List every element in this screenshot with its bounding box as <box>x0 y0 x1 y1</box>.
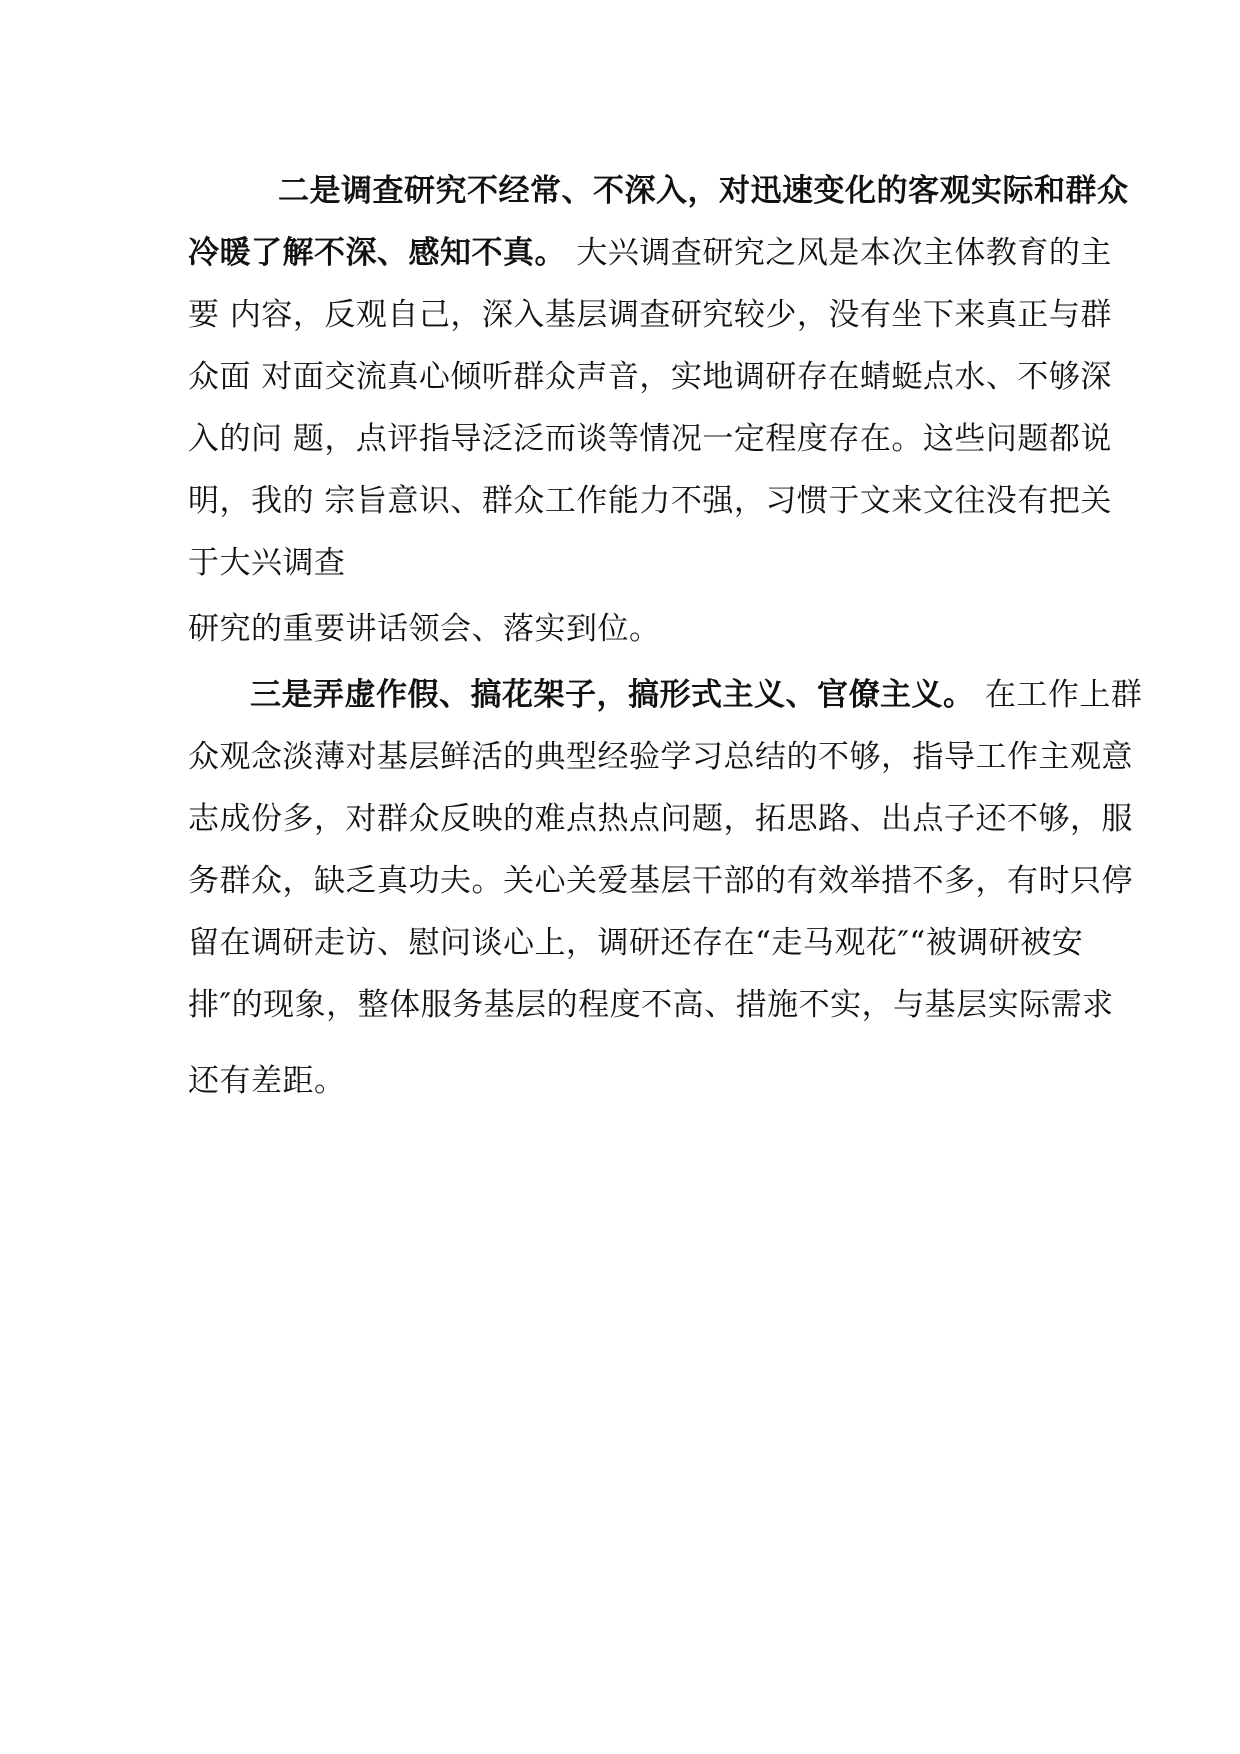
paragraph-line: 入的问 题，点评指导泛泛而谈等情况一定程度存在。这些问题都说 <box>188 421 1112 457</box>
paragraph-investigation <box>188 160 1129 660</box>
paragraph-line: 排″的现象，整体服务基层的程度不高、措施不实，与基层实际需求 <box>188 987 1114 1023</box>
paragraph-line: 于大兴调查 <box>188 545 346 581</box>
paragraph-line <box>188 222 1112 284</box>
paragraph-line: 务群众，缺乏真功夫。关心关爱基层干部的有效举措不多，有时只停 <box>188 863 1133 899</box>
paragraph-line: 要 内容，反观自己，深入基层调查研究较少，没有坐下来真正与群 <box>188 297 1112 333</box>
paragraph-formalism <box>188 664 1143 1112</box>
paragraph-heading-end: 冷暖了解不深、感知不真。 <box>188 235 566 271</box>
paragraph-text: 大兴调查研究之风是本次主体教育的主 <box>566 235 1112 271</box>
paragraph-line <box>188 664 1143 726</box>
paragraph-heading-line: 二是调查研究不经常、不深入，对迅速变化的客观实际和群众 <box>278 173 1129 209</box>
paragraph-line: 志成份多，对群众反映的难点热点问题，拓思路、出点子还不够，服 <box>188 801 1133 837</box>
paragraph-line: 留在调研走访、慰问谈心上，调研还存在“走马观花″“被调研被安 <box>188 925 1084 961</box>
paragraph-line: 明，我的 宗旨意识、群众工作能力不强，习惯于文来文往没有把关 <box>188 483 1112 519</box>
paragraph-line: 众面 对面交流真心倾听群众声音，实地调研存在蜻蜓点水、不够深 <box>188 359 1112 395</box>
paragraph-text: 在工作上群 <box>974 677 1143 713</box>
paragraph-line: 研究的重要讲话领会、落实到位。 <box>188 611 661 647</box>
paragraph-heading: 三是弄虚作假、搞花架子，搞形式主义、官僚主义。 <box>250 677 975 713</box>
document-body <box>188 160 1143 1112</box>
paragraph-line: 众观念淡薄对基层鲜活的典型经验学习总结的不够，指导工作主观意 <box>188 739 1133 775</box>
paragraph-line: 还有差距。 <box>188 1063 346 1099</box>
